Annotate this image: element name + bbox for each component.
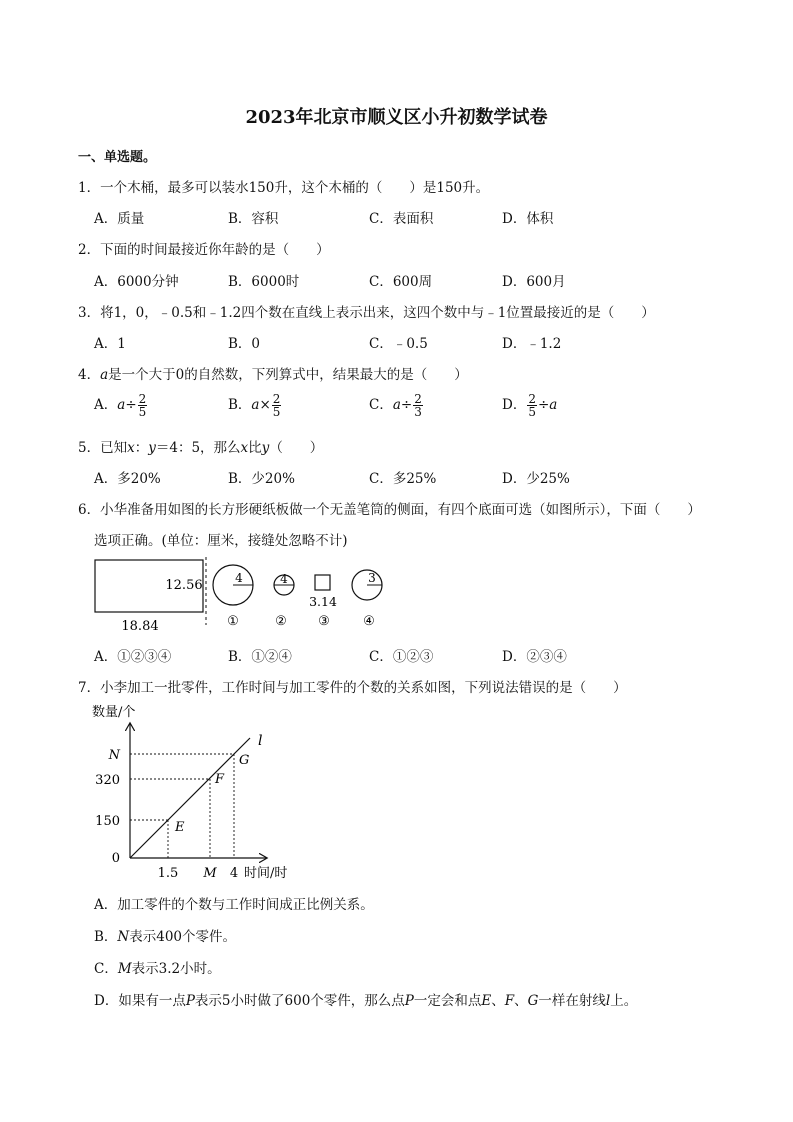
- square-3-label: 3.14: [309, 594, 337, 609]
- question-3-stem: 3．将1，0，﹣0.5和﹣1.2四个数在直线上表示出来，这四个数中与﹣1位置最接近的是（ ）: [78, 305, 655, 321]
- question-2-option-a[interactable]: A．6000分钟: [94, 274, 179, 290]
- question-2-option-c[interactable]: C．600周: [369, 274, 433, 290]
- question-5-stem: 5．已知x：y＝4：5，那么x比y（ ）: [78, 440, 324, 456]
- question-4-option-c[interactable]: C．a÷ $\frac{2}{3}$: [369, 392, 422, 419]
- mark-4: ④: [363, 614, 375, 629]
- question-7-stem: 7．小李加工一批零件，工作时间与加工零件的个数的关系如图，下列说法错误的是（ ）: [78, 680, 627, 696]
- question-4-option-b[interactable]: B．a× $\frac{2}{5}$: [228, 392, 281, 419]
- question-5-option-d[interactable]: D．少25%: [502, 471, 570, 487]
- point-f-label: F: [215, 772, 225, 787]
- x-tick-4: 4: [229, 866, 239, 881]
- point-g-label: G: [239, 753, 250, 768]
- question-7-graph: [88, 700, 308, 885]
- question-1-option-b[interactable]: B．容积: [228, 211, 279, 227]
- x-tick-1-5: 1.5: [157, 866, 179, 881]
- question-6-option-c[interactable]: C．①②③: [369, 649, 434, 665]
- mark-2: ②: [275, 614, 287, 629]
- question-7-option-c[interactable]: C．M表示3.2小时。: [94, 961, 221, 977]
- question-4-option-a[interactable]: A．a÷ $\frac{2}{5}$: [94, 392, 147, 419]
- question-4-option-d[interactable]: D． $\frac{2}{5}$ ÷a: [502, 392, 558, 419]
- question-4-stem-text: 是一个大于0的自然数，下列算式中，结果最大的是（ ）: [108, 367, 468, 383]
- y-axis-label: 数量/个: [92, 705, 136, 720]
- question-3-option-d[interactable]: D．﹣1.2: [502, 336, 562, 352]
- question-2-stem: 2．下面的时间最接近你年龄的是（ ）: [78, 242, 330, 258]
- fraction: $\frac{2}{5}$: [138, 392, 147, 419]
- circle-4-label: 3: [368, 571, 376, 585]
- x-axis-label: 时间/时: [244, 866, 288, 881]
- question-5-option-c[interactable]: C．多25%: [369, 471, 437, 487]
- question-5-option-a[interactable]: A．多20%: [94, 471, 161, 487]
- fraction: $\frac{2}{5}$: [272, 392, 281, 419]
- y-tick-150: 150: [95, 814, 120, 829]
- question-3-option-b[interactable]: B．0: [228, 336, 261, 352]
- rect-height-label: 12.56: [165, 578, 203, 593]
- y-tick-n: N: [108, 748, 120, 763]
- question-7-option-a[interactable]: A．加工零件的个数与工作时间成正比例关系。: [94, 897, 374, 913]
- mark-3: ③: [318, 614, 330, 629]
- question-1-option-d[interactable]: D．体积: [502, 211, 554, 227]
- page-title: 2023年北京市顺义区小升初数学试卷: [245, 107, 548, 128]
- question-3-option-a[interactable]: A．1: [94, 336, 126, 352]
- question-6-option-d[interactable]: D．②③④: [502, 649, 567, 665]
- question-6-option-a[interactable]: A．①②③④: [94, 649, 172, 665]
- question-6-stem-line1: 6．小华准备用如图的长方形硬纸板做一个无盖笔筒的侧面，有四个底面可选（如图所示），下面（ ）: [78, 502, 701, 518]
- circle-1-label: 4: [235, 571, 243, 585]
- question-7-option-d[interactable]: D．如果有一点P表示5小时做了600个零件，那么点P一定会和点E、F、G一样在射线l上。: [94, 993, 638, 1009]
- question-6-option-b[interactable]: B．①②④: [228, 649, 292, 665]
- y-tick-0: 0: [111, 851, 120, 866]
- question-4-stem: 4．a是一个大于0的自然数，下列算式中，结果最大的是（ ）: [78, 367, 468, 383]
- question-1-stem: 1．一个木桶，最多可以装水150升，这个木桶的（ ）是150升。: [78, 180, 490, 196]
- y-tick-320: 320: [95, 773, 120, 788]
- x-tick-m: M: [203, 866, 217, 881]
- question-2-option-d[interactable]: D．600月: [502, 274, 566, 290]
- circle-2-label: 4: [280, 572, 288, 586]
- point-e-label: E: [175, 820, 185, 835]
- question-6-stem-line2: 选项正确。(单位：厘米，接缝处忽略不计): [94, 533, 348, 549]
- question-1-option-a[interactable]: A．质量: [94, 211, 145, 227]
- question-3-option-c[interactable]: C．﹣0.5: [369, 336, 428, 352]
- fraction: $\frac{2}{5}$: [528, 392, 536, 419]
- question-5-option-b[interactable]: B．少20%: [228, 471, 295, 487]
- mark-1: ①: [227, 614, 239, 629]
- question-7-option-b[interactable]: B．N表示400个零件。: [94, 929, 237, 945]
- rect-width-label: 18.84: [121, 619, 159, 634]
- section-heading: 一、单选题。: [78, 150, 157, 165]
- ray-l: [130, 738, 250, 858]
- question-1-option-c[interactable]: C．表面积: [369, 211, 434, 227]
- fraction: $\frac{2}{3}$: [414, 392, 422, 419]
- question-2-option-b[interactable]: B．6000时: [228, 274, 300, 290]
- variable-a: a: [100, 367, 109, 383]
- question-6-figure: [88, 555, 398, 637]
- ray-l-label: l: [258, 733, 263, 749]
- base-square-3: [315, 575, 330, 590]
